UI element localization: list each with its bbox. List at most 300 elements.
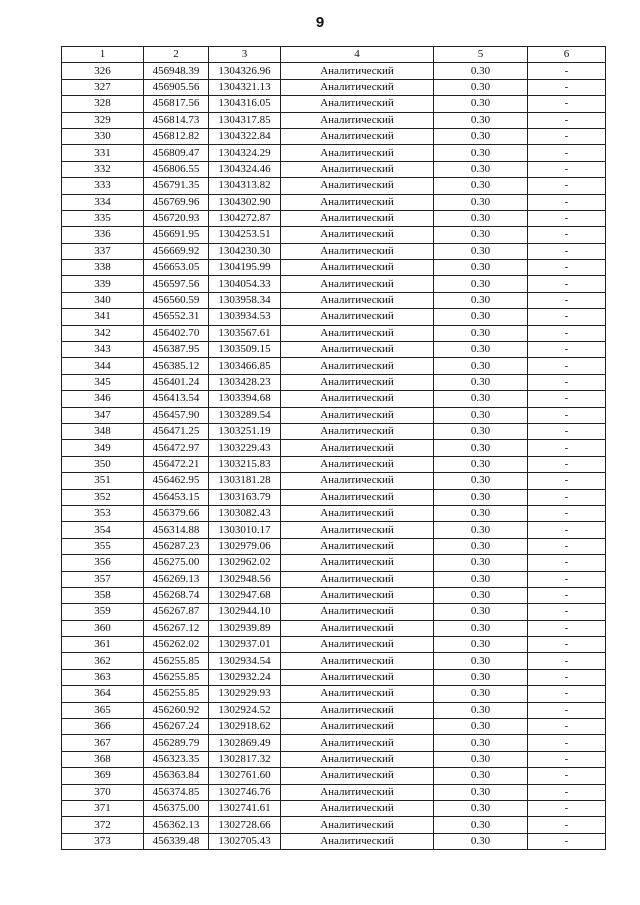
cell-note: - <box>528 473 606 489</box>
cell-x-coordinate: 456720.93 <box>144 210 209 226</box>
cell-accuracy: 0.30 <box>434 325 528 341</box>
table-row <box>62 423 606 439</box>
table-row <box>62 538 606 554</box>
table-header-row <box>62 47 606 63</box>
cell-method: Аналитический <box>281 473 434 489</box>
cell-y-coordinate: 1302948.56 <box>209 571 281 587</box>
cell-point-number: 370 <box>62 784 144 800</box>
cell-method: Аналитический <box>281 260 434 276</box>
cell-method: Аналитический <box>281 538 434 554</box>
cell-note: - <box>528 587 606 603</box>
cell-accuracy: 0.30 <box>434 456 528 472</box>
cell-point-number: 334 <box>62 194 144 210</box>
cell-method: Аналитический <box>281 751 434 767</box>
cell-method: Аналитический <box>281 719 434 735</box>
cell-y-coordinate: 1303229.43 <box>209 440 281 456</box>
cell-note: - <box>528 653 606 669</box>
table-row <box>62 309 606 325</box>
cell-y-coordinate: 1303958.34 <box>209 292 281 308</box>
cell-y-coordinate: 1304195.99 <box>209 260 281 276</box>
cell-method: Аналитический <box>281 79 434 95</box>
cell-method: Аналитический <box>281 325 434 341</box>
cell-y-coordinate: 1302746.76 <box>209 784 281 800</box>
cell-x-coordinate: 456809.47 <box>144 145 209 161</box>
table-row <box>62 587 606 603</box>
cell-accuracy: 0.30 <box>434 112 528 128</box>
table-row <box>62 719 606 735</box>
cell-note: - <box>528 243 606 259</box>
cell-x-coordinate: 456669.92 <box>144 243 209 259</box>
cell-y-coordinate: 1302869.49 <box>209 735 281 751</box>
cell-point-number: 372 <box>62 817 144 833</box>
cell-method: Аналитический <box>281 571 434 587</box>
cell-x-coordinate: 456363.84 <box>144 768 209 784</box>
cell-x-coordinate: 456597.56 <box>144 276 209 292</box>
cell-note: - <box>528 719 606 735</box>
cell-note: - <box>528 358 606 374</box>
cell-x-coordinate: 456817.56 <box>144 96 209 112</box>
cell-y-coordinate: 1303215.83 <box>209 456 281 472</box>
cell-method: Аналитический <box>281 669 434 685</box>
cell-note: - <box>528 128 606 144</box>
cell-y-coordinate: 1302741.61 <box>209 800 281 816</box>
table-row <box>62 79 606 95</box>
cell-x-coordinate: 456401.24 <box>144 374 209 390</box>
cell-x-coordinate: 456691.95 <box>144 227 209 243</box>
cell-note: - <box>528 276 606 292</box>
cell-note: - <box>528 735 606 751</box>
cell-accuracy: 0.30 <box>434 637 528 653</box>
cell-x-coordinate: 456379.66 <box>144 505 209 521</box>
cell-method: Аналитический <box>281 555 434 571</box>
table-row <box>62 489 606 505</box>
column-header: 4 <box>281 47 434 63</box>
cell-x-coordinate: 456269.13 <box>144 571 209 587</box>
cell-accuracy: 0.30 <box>434 505 528 521</box>
cell-method: Аналитический <box>281 833 434 849</box>
table-row <box>62 276 606 292</box>
cell-accuracy: 0.30 <box>434 571 528 587</box>
cell-accuracy: 0.30 <box>434 128 528 144</box>
cell-method: Аналитический <box>281 391 434 407</box>
table-row <box>62 653 606 669</box>
cell-note: - <box>528 210 606 226</box>
cell-y-coordinate: 1302937.01 <box>209 637 281 653</box>
cell-x-coordinate: 456413.54 <box>144 391 209 407</box>
cell-method: Аналитический <box>281 817 434 833</box>
table-row <box>62 669 606 685</box>
cell-note: - <box>528 407 606 423</box>
cell-accuracy: 0.30 <box>434 63 528 79</box>
cell-accuracy: 0.30 <box>434 96 528 112</box>
cell-x-coordinate: 456769.96 <box>144 194 209 210</box>
cell-y-coordinate: 1303181.28 <box>209 473 281 489</box>
cell-accuracy: 0.30 <box>434 489 528 505</box>
cell-x-coordinate: 456374.85 <box>144 784 209 800</box>
table-row <box>62 407 606 423</box>
cell-point-number: 373 <box>62 833 144 849</box>
cell-method: Аналитический <box>281 276 434 292</box>
cell-point-number: 365 <box>62 702 144 718</box>
cell-method: Аналитический <box>281 440 434 456</box>
cell-x-coordinate: 456385.12 <box>144 358 209 374</box>
cell-point-number: 333 <box>62 178 144 194</box>
cell-y-coordinate: 1302939.89 <box>209 620 281 636</box>
table-row <box>62 260 606 276</box>
cell-point-number: 343 <box>62 342 144 358</box>
table-row <box>62 161 606 177</box>
cell-point-number: 342 <box>62 325 144 341</box>
cell-point-number: 352 <box>62 489 144 505</box>
table-row <box>62 784 606 800</box>
cell-note: - <box>528 800 606 816</box>
cell-x-coordinate: 456387.95 <box>144 342 209 358</box>
cell-note: - <box>528 63 606 79</box>
cell-point-number: 358 <box>62 587 144 603</box>
cell-note: - <box>528 522 606 538</box>
cell-accuracy: 0.30 <box>434 473 528 489</box>
cell-y-coordinate: 1302932.24 <box>209 669 281 685</box>
column-header: 5 <box>434 47 528 63</box>
cell-note: - <box>528 227 606 243</box>
cell-x-coordinate: 456457.90 <box>144 407 209 423</box>
cell-point-number: 330 <box>62 128 144 144</box>
cell-x-coordinate: 456362.13 <box>144 817 209 833</box>
cell-method: Аналитический <box>281 243 434 259</box>
cell-point-number: 350 <box>62 456 144 472</box>
cell-note: - <box>528 620 606 636</box>
cell-note: - <box>528 555 606 571</box>
cell-x-coordinate: 456275.00 <box>144 555 209 571</box>
cell-y-coordinate: 1303251.19 <box>209 423 281 439</box>
cell-y-coordinate: 1304054.33 <box>209 276 281 292</box>
cell-accuracy: 0.30 <box>434 751 528 767</box>
cell-accuracy: 0.30 <box>434 194 528 210</box>
cell-y-coordinate: 1302944.10 <box>209 604 281 620</box>
cell-point-number: 348 <box>62 423 144 439</box>
cell-x-coordinate: 456268.74 <box>144 587 209 603</box>
table-row <box>62 358 606 374</box>
cell-x-coordinate: 456653.05 <box>144 260 209 276</box>
table-row <box>62 637 606 653</box>
cell-method: Аналитический <box>281 342 434 358</box>
cell-point-number: 366 <box>62 719 144 735</box>
cell-point-number: 346 <box>62 391 144 407</box>
table-row <box>62 374 606 390</box>
cell-note: - <box>528 784 606 800</box>
cell-accuracy: 0.30 <box>434 440 528 456</box>
cell-y-coordinate: 1303428.23 <box>209 374 281 390</box>
cell-y-coordinate: 1304313.82 <box>209 178 281 194</box>
table-body <box>62 63 606 850</box>
cell-method: Аналитический <box>281 178 434 194</box>
cell-x-coordinate: 456267.87 <box>144 604 209 620</box>
cell-point-number: 349 <box>62 440 144 456</box>
table-row <box>62 112 606 128</box>
cell-note: - <box>528 96 606 112</box>
table-row <box>62 604 606 620</box>
cell-accuracy: 0.30 <box>434 735 528 751</box>
cell-point-number: 361 <box>62 637 144 653</box>
cell-point-number: 364 <box>62 686 144 702</box>
cell-y-coordinate: 1302728.66 <box>209 817 281 833</box>
cell-note: - <box>528 292 606 308</box>
cell-note: - <box>528 489 606 505</box>
cell-note: - <box>528 505 606 521</box>
cell-method: Аналитический <box>281 227 434 243</box>
table-row <box>62 768 606 784</box>
cell-method: Аналитический <box>281 489 434 505</box>
cell-x-coordinate: 456255.85 <box>144 669 209 685</box>
cell-accuracy: 0.30 <box>434 260 528 276</box>
cell-x-coordinate: 456462.95 <box>144 473 209 489</box>
cell-method: Аналитический <box>281 620 434 636</box>
cell-method: Аналитический <box>281 686 434 702</box>
cell-accuracy: 0.30 <box>434 702 528 718</box>
cell-method: Аналитический <box>281 456 434 472</box>
cell-method: Аналитический <box>281 128 434 144</box>
cell-y-coordinate: 1302761.60 <box>209 768 281 784</box>
cell-y-coordinate: 1303010.17 <box>209 522 281 538</box>
cell-method: Аналитический <box>281 96 434 112</box>
cell-y-coordinate: 1304230.30 <box>209 243 281 259</box>
cell-point-number: 367 <box>62 735 144 751</box>
table-row <box>62 145 606 161</box>
table-row <box>62 194 606 210</box>
cell-x-coordinate: 456314.88 <box>144 522 209 538</box>
cell-method: Аналитический <box>281 800 434 816</box>
cell-x-coordinate: 456905.56 <box>144 79 209 95</box>
table-row <box>62 702 606 718</box>
table-row <box>62 555 606 571</box>
cell-x-coordinate: 456948.39 <box>144 63 209 79</box>
cell-note: - <box>528 391 606 407</box>
cell-note: - <box>528 817 606 833</box>
cell-accuracy: 0.30 <box>434 292 528 308</box>
cell-point-number: 329 <box>62 112 144 128</box>
cell-y-coordinate: 1302934.54 <box>209 653 281 669</box>
column-header: 6 <box>528 47 606 63</box>
cell-y-coordinate: 1304302.90 <box>209 194 281 210</box>
cell-note: - <box>528 686 606 702</box>
cell-note: - <box>528 669 606 685</box>
cell-method: Аналитический <box>281 587 434 603</box>
cell-x-coordinate: 456402.70 <box>144 325 209 341</box>
cell-note: - <box>528 325 606 341</box>
cell-accuracy: 0.30 <box>434 555 528 571</box>
cell-note: - <box>528 637 606 653</box>
cell-accuracy: 0.30 <box>434 538 528 554</box>
cell-point-number: 355 <box>62 538 144 554</box>
cell-accuracy: 0.30 <box>434 407 528 423</box>
cell-note: - <box>528 423 606 439</box>
cell-note: - <box>528 79 606 95</box>
table-row <box>62 128 606 144</box>
cell-x-coordinate: 456453.15 <box>144 489 209 505</box>
table-row <box>62 571 606 587</box>
cell-method: Аналитический <box>281 735 434 751</box>
cell-note: - <box>528 702 606 718</box>
cell-point-number: 353 <box>62 505 144 521</box>
table-row <box>62 456 606 472</box>
cell-method: Аналитический <box>281 604 434 620</box>
cell-accuracy: 0.30 <box>434 653 528 669</box>
cell-point-number: 326 <box>62 63 144 79</box>
cell-point-number: 337 <box>62 243 144 259</box>
cell-x-coordinate: 456262.02 <box>144 637 209 653</box>
cell-y-coordinate: 1302947.68 <box>209 587 281 603</box>
cell-accuracy: 0.30 <box>434 276 528 292</box>
cell-accuracy: 0.30 <box>434 210 528 226</box>
table-row <box>62 63 606 79</box>
table-row <box>62 210 606 226</box>
table-row <box>62 325 606 341</box>
cell-y-coordinate: 1302962.02 <box>209 555 281 571</box>
column-header: 1 <box>62 47 144 63</box>
cell-note: - <box>528 194 606 210</box>
cell-note: - <box>528 538 606 554</box>
cell-accuracy: 0.30 <box>434 145 528 161</box>
table-row <box>62 342 606 358</box>
cell-note: - <box>528 374 606 390</box>
cell-note: - <box>528 571 606 587</box>
cell-method: Аналитический <box>281 702 434 718</box>
cell-method: Аналитический <box>281 505 434 521</box>
cell-y-coordinate: 1303289.54 <box>209 407 281 423</box>
cell-method: Аналитический <box>281 145 434 161</box>
cell-method: Аналитический <box>281 210 434 226</box>
cell-note: - <box>528 456 606 472</box>
table-row <box>62 522 606 538</box>
cell-accuracy: 0.30 <box>434 587 528 603</box>
cell-y-coordinate: 1303394.68 <box>209 391 281 407</box>
cell-y-coordinate: 1303082.43 <box>209 505 281 521</box>
cell-x-coordinate: 456560.59 <box>144 292 209 308</box>
cell-x-coordinate: 456375.00 <box>144 800 209 816</box>
table-row <box>62 505 606 521</box>
table-row <box>62 473 606 489</box>
cell-x-coordinate: 456323.35 <box>144 751 209 767</box>
cell-y-coordinate: 1303466.85 <box>209 358 281 374</box>
cell-accuracy: 0.30 <box>434 522 528 538</box>
cell-x-coordinate: 456339.48 <box>144 833 209 849</box>
cell-accuracy: 0.30 <box>434 719 528 735</box>
cell-y-coordinate: 1304316.05 <box>209 96 281 112</box>
cell-method: Аналитический <box>281 161 434 177</box>
cell-x-coordinate: 456255.85 <box>144 653 209 669</box>
cell-point-number: 363 <box>62 669 144 685</box>
cell-method: Аналитический <box>281 292 434 308</box>
cell-accuracy: 0.30 <box>434 669 528 685</box>
cell-accuracy: 0.30 <box>434 817 528 833</box>
cell-x-coordinate: 456791.35 <box>144 178 209 194</box>
cell-point-number: 335 <box>62 210 144 226</box>
cell-accuracy: 0.30 <box>434 423 528 439</box>
cell-y-coordinate: 1304324.46 <box>209 161 281 177</box>
cell-accuracy: 0.30 <box>434 243 528 259</box>
cell-method: Аналитический <box>281 653 434 669</box>
cell-accuracy: 0.30 <box>434 227 528 243</box>
cell-y-coordinate: 1303509.15 <box>209 342 281 358</box>
cell-accuracy: 0.30 <box>434 800 528 816</box>
cell-point-number: 368 <box>62 751 144 767</box>
cell-method: Аналитический <box>281 194 434 210</box>
cell-accuracy: 0.30 <box>434 342 528 358</box>
cell-method: Аналитический <box>281 374 434 390</box>
cell-point-number: 327 <box>62 79 144 95</box>
table-row <box>62 178 606 194</box>
cell-method: Аналитический <box>281 768 434 784</box>
coordinates-table <box>61 46 606 850</box>
table-row <box>62 292 606 308</box>
cell-point-number: 336 <box>62 227 144 243</box>
cell-method: Аналитический <box>281 63 434 79</box>
cell-y-coordinate: 1304322.84 <box>209 128 281 144</box>
cell-note: - <box>528 260 606 276</box>
cell-x-coordinate: 456287.23 <box>144 538 209 554</box>
table-row <box>62 96 606 112</box>
cell-y-coordinate: 1303934.53 <box>209 309 281 325</box>
table-row <box>62 735 606 751</box>
table-row <box>62 391 606 407</box>
cell-y-coordinate: 1304324.29 <box>209 145 281 161</box>
cell-accuracy: 0.30 <box>434 358 528 374</box>
cell-accuracy: 0.30 <box>434 391 528 407</box>
cell-y-coordinate: 1304317.85 <box>209 112 281 128</box>
cell-point-number: 354 <box>62 522 144 538</box>
cell-accuracy: 0.30 <box>434 178 528 194</box>
cell-x-coordinate: 456289.79 <box>144 735 209 751</box>
cell-y-coordinate: 1304321.13 <box>209 79 281 95</box>
cell-accuracy: 0.30 <box>434 309 528 325</box>
cell-point-number: 328 <box>62 96 144 112</box>
cell-y-coordinate: 1304253.51 <box>209 227 281 243</box>
cell-point-number: 371 <box>62 800 144 816</box>
table-row <box>62 833 606 849</box>
cell-accuracy: 0.30 <box>434 161 528 177</box>
cell-note: - <box>528 145 606 161</box>
cell-note: - <box>528 751 606 767</box>
table-row <box>62 800 606 816</box>
cell-method: Аналитический <box>281 637 434 653</box>
cell-note: - <box>528 112 606 128</box>
cell-point-number: 362 <box>62 653 144 669</box>
cell-point-number: 345 <box>62 374 144 390</box>
cell-y-coordinate: 1304326.96 <box>209 63 281 79</box>
cell-point-number: 360 <box>62 620 144 636</box>
cell-point-number: 359 <box>62 604 144 620</box>
table-row <box>62 817 606 833</box>
cell-accuracy: 0.30 <box>434 833 528 849</box>
cell-note: - <box>528 309 606 325</box>
cell-point-number: 344 <box>62 358 144 374</box>
cell-x-coordinate: 456814.73 <box>144 112 209 128</box>
cell-method: Аналитический <box>281 522 434 538</box>
cell-y-coordinate: 1302979.06 <box>209 538 281 554</box>
cell-method: Аналитический <box>281 112 434 128</box>
cell-x-coordinate: 456472.97 <box>144 440 209 456</box>
cell-y-coordinate: 1302924.52 <box>209 702 281 718</box>
cell-x-coordinate: 456552.31 <box>144 309 209 325</box>
cell-accuracy: 0.30 <box>434 620 528 636</box>
cell-x-coordinate: 456806.55 <box>144 161 209 177</box>
cell-note: - <box>528 833 606 849</box>
cell-point-number: 341 <box>62 309 144 325</box>
cell-point-number: 340 <box>62 292 144 308</box>
cell-point-number: 351 <box>62 473 144 489</box>
cell-point-number: 347 <box>62 407 144 423</box>
cell-x-coordinate: 456267.24 <box>144 719 209 735</box>
